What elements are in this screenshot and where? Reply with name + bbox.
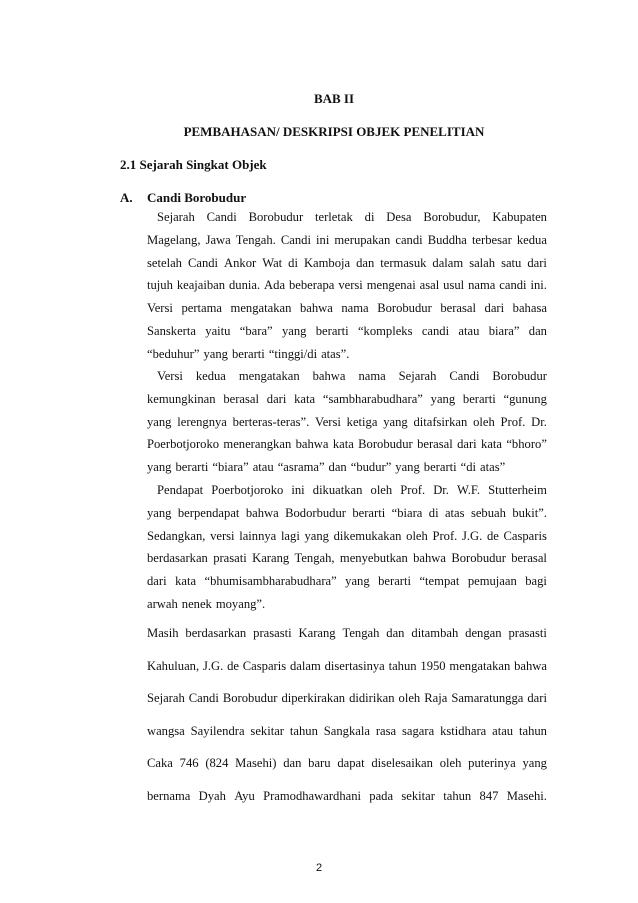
word: “beduhur” bbox=[147, 346, 200, 361]
subsection-heading bbox=[120, 190, 246, 206]
text-line bbox=[147, 365, 547, 388]
word: bukit”. bbox=[512, 505, 547, 520]
word: Tengah bbox=[342, 626, 380, 640]
word: atau bbox=[458, 323, 480, 338]
word: Raja bbox=[424, 691, 448, 706]
word: Poerbotjoroko bbox=[211, 483, 284, 497]
text-line bbox=[147, 650, 547, 683]
word: sebuah bbox=[470, 505, 506, 520]
word: berarti bbox=[378, 574, 411, 589]
word: berarti bbox=[352, 505, 386, 520]
word: berdasarkan bbox=[147, 551, 208, 566]
word: tujuh bbox=[147, 278, 173, 293]
word: Borobudur bbox=[222, 691, 278, 706]
chapter-subtitle: PEMBAHASAN/ DESKRIPSI OBJEK PENELITIAN bbox=[183, 124, 485, 139]
word: 746 bbox=[179, 756, 199, 771]
word: yang bbox=[430, 391, 456, 406]
word: Jawa bbox=[205, 232, 231, 247]
word: kata bbox=[175, 574, 197, 589]
word: terbesar bbox=[471, 232, 512, 247]
word: dari bbox=[266, 391, 287, 406]
word: bahwa bbox=[514, 658, 547, 673]
word: dari bbox=[484, 301, 505, 316]
word: yang bbox=[147, 460, 172, 475]
word: yang bbox=[147, 414, 172, 429]
word: tahun bbox=[519, 723, 547, 738]
word: disertasinya bbox=[324, 658, 385, 673]
word: dari bbox=[457, 437, 477, 452]
text-line bbox=[147, 780, 547, 813]
word: berasal bbox=[511, 551, 547, 566]
word: yang bbox=[147, 505, 172, 520]
word: di bbox=[364, 210, 375, 224]
text-line bbox=[147, 433, 547, 456]
word: Buddha bbox=[427, 232, 467, 247]
word: J.G. bbox=[202, 658, 224, 673]
word: kemungkinan bbox=[147, 391, 216, 406]
word: Masehi. bbox=[506, 788, 547, 803]
word: dari bbox=[147, 574, 167, 589]
word: kata bbox=[294, 391, 316, 406]
word: bahasa bbox=[512, 301, 547, 316]
word: bahwa bbox=[413, 551, 446, 566]
word: “budur” bbox=[350, 460, 392, 475]
word: berarti bbox=[231, 346, 265, 361]
word: Candi bbox=[206, 210, 237, 224]
word: Pendapat bbox=[157, 483, 204, 497]
word: mengatakan bbox=[449, 658, 511, 673]
word: nenek bbox=[181, 596, 212, 611]
word: berpendapat bbox=[177, 505, 240, 520]
word: candi bbox=[421, 323, 450, 338]
word: berarti bbox=[462, 391, 496, 406]
word: menyebutkan bbox=[339, 551, 408, 566]
word: bahwa bbox=[312, 369, 346, 383]
word: termasuk bbox=[380, 255, 427, 270]
word: dikemukakan bbox=[333, 528, 402, 543]
word: Versi bbox=[147, 301, 173, 316]
word: Borobudur bbox=[451, 551, 506, 566]
word: Sayilendra bbox=[190, 723, 245, 738]
word: ketiga bbox=[346, 414, 378, 429]
word: Magelang, bbox=[147, 232, 201, 247]
word: Wat bbox=[262, 255, 283, 270]
paragraph-4 bbox=[147, 617, 547, 813]
word: berasal bbox=[417, 437, 453, 452]
word: Karang bbox=[298, 626, 336, 640]
word: ini. bbox=[530, 278, 547, 293]
word: atau bbox=[252, 460, 274, 475]
word: kedua bbox=[195, 369, 226, 383]
word: mengatakan bbox=[238, 369, 300, 383]
word: 1950 bbox=[420, 658, 446, 673]
word: bagi bbox=[525, 574, 547, 589]
word: sekitar bbox=[250, 723, 284, 738]
word: Masih bbox=[147, 626, 179, 640]
word: Samaratungga bbox=[451, 691, 524, 706]
word: atas” bbox=[480, 460, 506, 475]
word: dan bbox=[283, 756, 302, 771]
word: “biara” bbox=[212, 460, 249, 475]
word: “bara” bbox=[239, 323, 273, 338]
word: menerangkan bbox=[223, 437, 292, 452]
page-number: 2 bbox=[315, 862, 323, 874]
word: dan bbox=[528, 323, 547, 338]
word: Tengah, bbox=[294, 551, 335, 566]
word: Candi bbox=[280, 232, 311, 247]
text-line bbox=[147, 411, 547, 434]
word: prasasti bbox=[508, 626, 547, 640]
text-line bbox=[147, 547, 547, 570]
word: asal bbox=[419, 278, 440, 293]
word: dikuatkan bbox=[312, 483, 363, 497]
word: Borobudur, bbox=[423, 210, 481, 224]
word: ini bbox=[291, 483, 305, 497]
text-line bbox=[147, 593, 547, 616]
word: candi bbox=[499, 278, 527, 293]
section-title: 2.1 Sejarah Singkat Objek bbox=[120, 157, 267, 172]
word: berdasarkan bbox=[185, 626, 247, 640]
word: Masehi) bbox=[235, 756, 277, 771]
word: di bbox=[428, 505, 439, 520]
word: Dr. bbox=[531, 414, 547, 429]
word: ditambah bbox=[411, 626, 459, 640]
word: sagara bbox=[402, 723, 435, 738]
word: Kahuluan, bbox=[147, 658, 200, 673]
word: nama bbox=[468, 278, 496, 293]
word: berarti bbox=[315, 323, 349, 338]
word: yang bbox=[345, 574, 370, 589]
word: Dr. bbox=[433, 483, 449, 497]
word: Borobudur bbox=[248, 210, 304, 224]
word: de bbox=[486, 528, 499, 543]
chapter-heading: BAB II bbox=[313, 91, 355, 106]
word: diselesaikan bbox=[371, 756, 433, 771]
word: wangsa bbox=[147, 723, 185, 738]
word: kata bbox=[481, 437, 502, 452]
word: Candi bbox=[449, 369, 480, 383]
word: Borobudur bbox=[358, 437, 413, 452]
paragraph-2 bbox=[147, 365, 547, 479]
word: 847 bbox=[479, 788, 499, 803]
text-line bbox=[147, 206, 547, 229]
text-line bbox=[147, 570, 547, 593]
word: tahun bbox=[388, 658, 417, 673]
word: didirikan bbox=[349, 691, 395, 706]
word: atau bbox=[492, 723, 514, 738]
text-line bbox=[147, 343, 547, 366]
word: berasal bbox=[440, 301, 476, 316]
word: atas bbox=[444, 505, 465, 520]
text-line bbox=[147, 479, 547, 502]
word: “kompleks bbox=[357, 323, 413, 338]
word: oleh bbox=[398, 691, 421, 706]
word: Prof. bbox=[500, 414, 526, 429]
word: terletak bbox=[315, 210, 353, 224]
word: Candi bbox=[187, 255, 219, 270]
word: “tempat bbox=[419, 574, 460, 589]
word: “sambharabudhara” bbox=[322, 391, 423, 406]
word: biara” bbox=[488, 323, 520, 338]
word: pemujaan bbox=[467, 574, 517, 589]
word: dalam bbox=[289, 658, 321, 673]
subsection-title: Candi Borobudur bbox=[147, 190, 247, 205]
text-line bbox=[147, 525, 547, 548]
word: lainnya bbox=[239, 528, 277, 543]
word: dunia. bbox=[228, 278, 261, 293]
word: (824 bbox=[205, 756, 229, 771]
text-line bbox=[147, 274, 547, 297]
word: yang bbox=[304, 528, 329, 543]
word: oleh bbox=[370, 483, 393, 497]
word: yang bbox=[383, 414, 408, 429]
word: Borobudur bbox=[492, 369, 547, 383]
word: usul bbox=[443, 278, 465, 293]
word: bernama bbox=[147, 788, 191, 803]
word: kedua bbox=[516, 232, 547, 247]
word: oleh bbox=[439, 756, 462, 771]
word: Kamboja bbox=[303, 255, 351, 270]
word: Poerbotjoroko bbox=[147, 437, 220, 452]
text-line bbox=[147, 502, 547, 525]
word: Sanskerta bbox=[147, 323, 196, 338]
word: Bodorbudur bbox=[285, 505, 346, 520]
word: dan bbox=[328, 460, 347, 475]
word: ini bbox=[316, 232, 330, 247]
word: Candi bbox=[188, 691, 219, 706]
word: Ankor bbox=[224, 255, 257, 270]
paragraph-1 bbox=[147, 206, 547, 366]
word: kata bbox=[332, 437, 354, 452]
word: Stutterheim bbox=[488, 483, 547, 497]
word: mengenai bbox=[366, 278, 416, 293]
word: pada bbox=[369, 788, 394, 803]
word: di bbox=[288, 255, 298, 270]
text-line bbox=[147, 252, 547, 275]
text-line bbox=[147, 715, 547, 748]
word: dan bbox=[386, 626, 405, 640]
word: Sangkala bbox=[323, 723, 370, 738]
word: tahun bbox=[443, 788, 472, 803]
word: prasasti bbox=[253, 626, 292, 640]
word: “bhoro” bbox=[506, 437, 547, 452]
text-line bbox=[147, 682, 547, 715]
word: nama bbox=[341, 301, 369, 316]
word: bahwa bbox=[295, 437, 329, 452]
word: dalam bbox=[432, 255, 464, 270]
paragraph-3 bbox=[147, 479, 547, 616]
word: Ayu bbox=[234, 788, 255, 803]
word: Sedangkan, bbox=[147, 528, 206, 543]
word: Versi bbox=[157, 369, 183, 383]
text-line bbox=[147, 456, 547, 479]
word: Prof. bbox=[400, 483, 426, 497]
word: yang bbox=[203, 346, 228, 361]
word: lerengnya bbox=[177, 414, 227, 429]
word: Ada bbox=[264, 278, 286, 293]
word: Casparis bbox=[503, 528, 547, 543]
text-line bbox=[147, 320, 547, 343]
word: dari bbox=[527, 255, 547, 270]
word: bahwa bbox=[299, 301, 333, 316]
word: dengan bbox=[465, 626, 502, 640]
word: dan bbox=[356, 255, 375, 270]
word: “gunung bbox=[503, 391, 547, 406]
word: Prof. bbox=[432, 528, 458, 543]
word: yaitu bbox=[205, 323, 231, 338]
word: Kabupaten bbox=[492, 210, 547, 224]
word: lagi bbox=[280, 528, 300, 543]
word: sekitar bbox=[401, 788, 435, 803]
word: Sejarah bbox=[147, 691, 185, 706]
word: Sejarah bbox=[398, 369, 437, 383]
word: mengatakan bbox=[230, 301, 292, 316]
subsection-number: A. bbox=[120, 190, 133, 205]
word: “tinggi/di bbox=[268, 346, 318, 361]
word: yang bbox=[281, 323, 307, 338]
word: “di bbox=[460, 460, 477, 475]
word: setelah bbox=[147, 255, 182, 270]
word: “bhumisambharabudhara” bbox=[204, 574, 337, 589]
word: diperkirakan bbox=[281, 691, 346, 706]
word: dapat bbox=[337, 756, 365, 771]
word: pertama bbox=[181, 301, 222, 316]
word: Desa bbox=[386, 210, 412, 224]
word: puterinya bbox=[468, 756, 516, 771]
text-line bbox=[147, 617, 547, 650]
word: nama bbox=[358, 369, 386, 383]
text-line bbox=[147, 297, 547, 320]
word: arwah bbox=[147, 596, 178, 611]
word: baru bbox=[308, 756, 331, 771]
word: Borobudur bbox=[377, 301, 432, 316]
word: J.G. bbox=[461, 528, 483, 543]
text-line bbox=[147, 747, 547, 780]
word: bahwa bbox=[245, 505, 279, 520]
word: versi bbox=[210, 528, 235, 543]
word: beberapa bbox=[288, 278, 335, 293]
word: ditafsirkan bbox=[413, 414, 468, 429]
text-line bbox=[147, 229, 547, 252]
word: moyang”. bbox=[215, 596, 266, 611]
word: tahun bbox=[289, 723, 318, 738]
word: oleh bbox=[473, 414, 495, 429]
word: atas”. bbox=[321, 346, 350, 361]
word: berasal bbox=[223, 391, 259, 406]
word: salah bbox=[469, 255, 496, 270]
word: oleh bbox=[406, 528, 428, 543]
word: de bbox=[227, 658, 239, 673]
word: “asrama” bbox=[277, 460, 325, 475]
word: kstidhara bbox=[440, 723, 487, 738]
word: berteras-teras”. bbox=[232, 414, 310, 429]
word: berarti bbox=[175, 460, 209, 475]
word: merupakan bbox=[334, 232, 391, 247]
word: Sejarah bbox=[157, 210, 195, 224]
word: versi bbox=[338, 278, 363, 293]
word: prasati bbox=[213, 551, 247, 566]
word: “biara bbox=[391, 505, 423, 520]
word: Versi bbox=[315, 414, 341, 429]
word: keajaiban bbox=[176, 278, 226, 293]
word: yang bbox=[395, 460, 420, 475]
word: Caka bbox=[147, 756, 173, 771]
word: Karang bbox=[252, 551, 290, 566]
word: Casparis bbox=[242, 658, 287, 673]
text-line bbox=[147, 388, 547, 411]
word: rasa bbox=[375, 723, 397, 738]
word: candi bbox=[395, 232, 423, 247]
word: dari bbox=[527, 691, 547, 706]
word: Pramodhawardhani bbox=[263, 788, 361, 803]
word: berarti bbox=[423, 460, 457, 475]
word: satu bbox=[501, 255, 522, 270]
word: W.F. bbox=[457, 483, 481, 497]
word: yang bbox=[522, 756, 547, 771]
word: Dyah bbox=[198, 788, 226, 803]
word: Tengah. bbox=[235, 232, 276, 247]
